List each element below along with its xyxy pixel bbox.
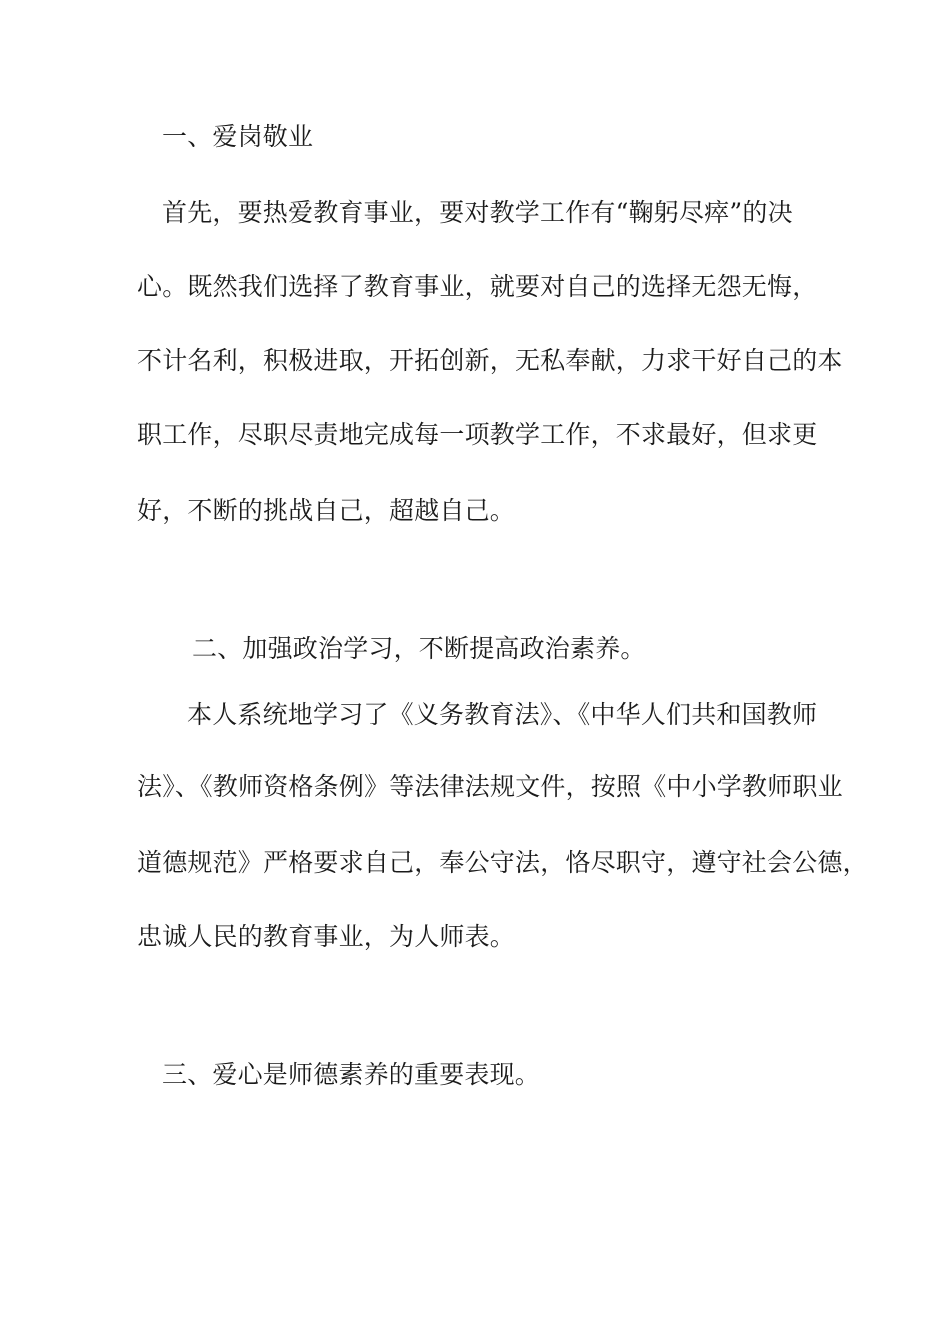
section-1-paragraph-line-4: 职工作，尽职尽责地完成每一项教学工作，不求最好，但求更 [137,420,818,449]
section-2-paragraph-line-4: 忠诚人民的教育事业，为人师表。 [137,922,516,951]
section-3-heading: 三、爱心是师德素养的重要表现。 [162,1060,541,1089]
section-1-heading: 一、爱岗敬业 [162,122,314,151]
section-1-paragraph-line-2: 心。既然我们选择了教育事业，就要对自己的选择无怨无悔， [137,272,818,301]
section-2-heading: 二、加强政治学习，不断提高政治素养。 [192,634,646,663]
section-1-paragraph-line-5: 好，不断的挑战自己，超越自己。 [137,496,516,525]
section-2-paragraph-line-3: 道德规范》严格要求自己，奉公守法，恪尽职守，遵守社会公德， [137,848,868,877]
section-1-paragraph-line-1: 首先，要热爱教育事业，要对教学工作有“鞠躬尽瘁”的决 [162,198,793,227]
section-2-paragraph-line-1: 本人系统地学习了《义务教育法》、《中华人们共和国教师 [187,700,818,729]
section-1-paragraph-line-3: 不计名利，积极进取，开拓创新，无私奉献，力求干好自己的本 [137,346,843,375]
section-2-paragraph-line-2: 法》、《教师资格条例》等法律法规文件，按照《中小学教师职业 [137,772,843,801]
